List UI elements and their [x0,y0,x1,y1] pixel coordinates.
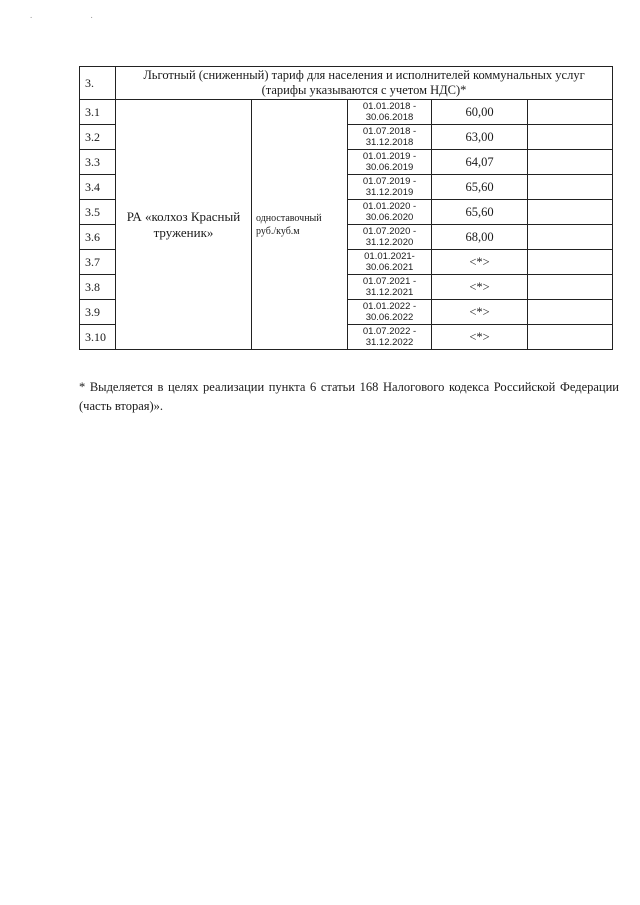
row-number: 3.6 [80,225,116,250]
tariff-value: 65,60 [432,175,528,200]
empty-cell [528,300,613,325]
empty-cell [528,325,613,350]
empty-cell [528,275,613,300]
tariff-value: 64,07 [432,150,528,175]
row-number: 3.4 [80,175,116,200]
tariff-unit: одноставочный руб./куб.м [252,100,348,350]
organization-name: РА «колхоз Красный труженик» [116,100,252,350]
tariff-table [79,66,613,350]
section-header-row [80,67,613,100]
empty-cell [528,175,613,200]
period-cell: 01.01.2019 - 30.06.2019 [348,150,432,175]
period-cell: 01.07.2019 - 31.12.2019 [348,175,432,200]
empty-cell [528,100,613,125]
row-number: 3.2 [80,125,116,150]
tariff-value: <*> [432,250,528,275]
period-cell: 01.01.2022 - 30.06.2022 [348,300,432,325]
section-title: Льготный (сниженный) тариф для населения и исполнителей коммунальных услуг (тарифы указываются с учетом НДС)* [116,67,613,100]
row-number: 3.7 [80,250,116,275]
period-cell: 01.07.2020 - 31.12.2020 [348,225,432,250]
row-number: 3.8 [80,275,116,300]
row-number: 3.5 [80,200,116,225]
period-cell: 01.07.2018 - 31.12.2018 [348,125,432,150]
table-row [80,100,613,125]
period-cell: 01.07.2022 - 31.12.2022 [348,325,432,350]
period-cell: 01.01.2020 - 30.06.2020 [348,200,432,225]
period-cell: 01.01.2018 - 30.06.2018 [348,100,432,125]
scan-specks: . . [30,10,121,20]
empty-cell [528,250,613,275]
period-cell: 01.01.2021- 30.06.2021 [348,250,432,275]
empty-cell [528,125,613,150]
row-number: 3.10 [80,325,116,350]
tariff-value: <*> [432,325,528,350]
empty-cell [528,225,613,250]
tariff-value: 65,60 [432,200,528,225]
tariff-value: <*> [432,275,528,300]
row-number: 3.3 [80,150,116,175]
tariff-value: 68,00 [432,225,528,250]
tariff-value: <*> [432,300,528,325]
row-number: 3.1 [80,100,116,125]
empty-cell [528,150,613,175]
tariff-value: 63,00 [432,125,528,150]
row-number: 3.9 [80,300,116,325]
period-cell: 01.07.2021 - 31.12.2021 [348,275,432,300]
tariff-value: 60,00 [432,100,528,125]
footnote: * Выделяется в целях реализации пункта 6 статьи 168 Налогового кодекса Российской Федерации (часть вторая)». [79,380,619,413]
empty-cell [528,200,613,225]
section-number: 3. [80,67,116,100]
